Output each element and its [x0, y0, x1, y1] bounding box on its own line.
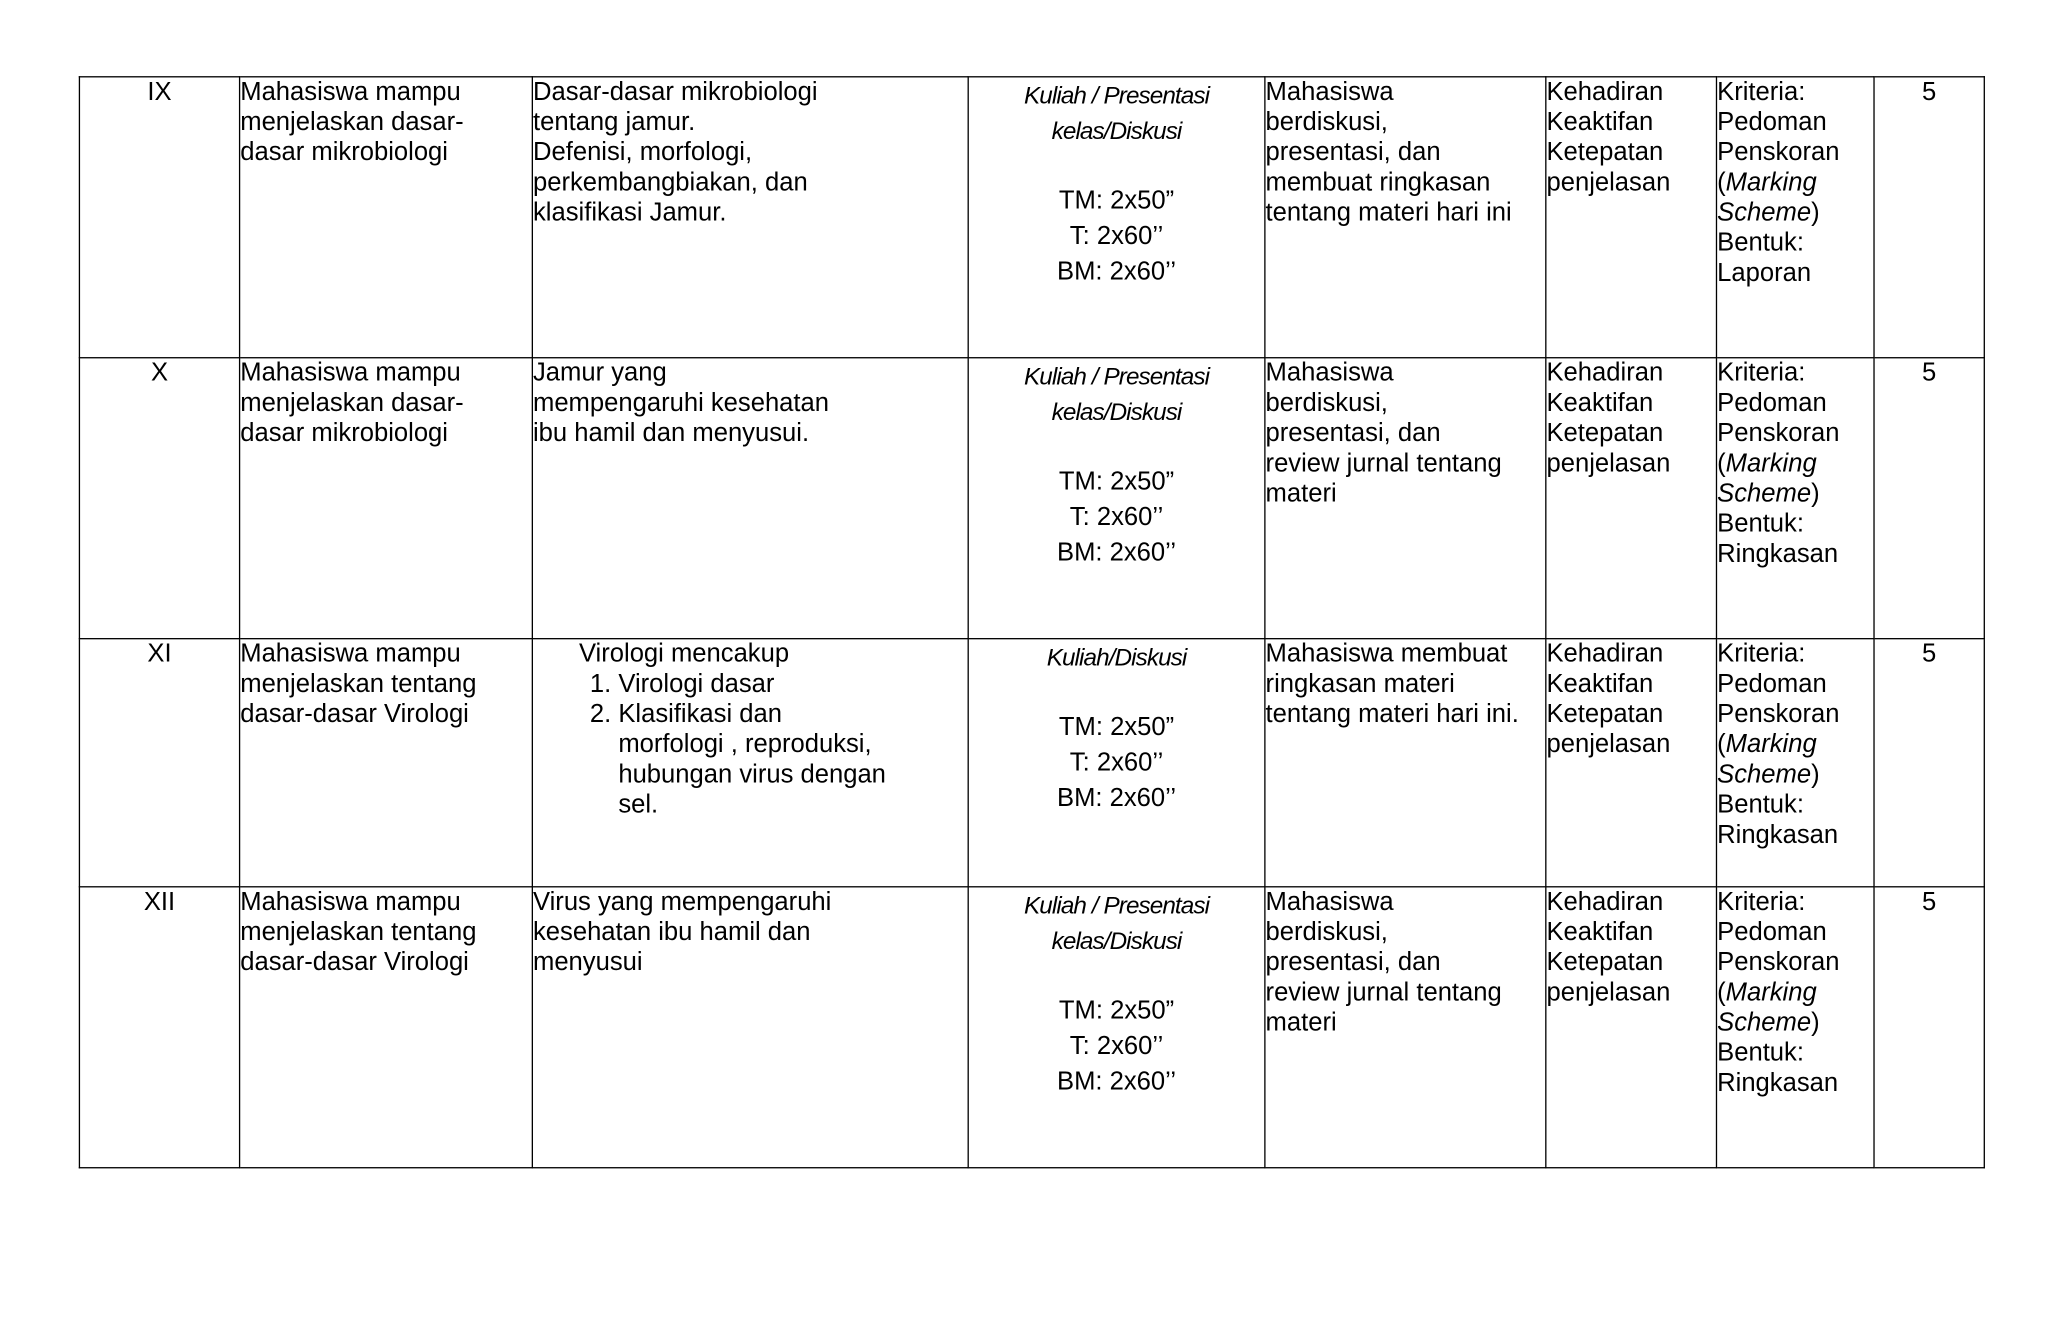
table-row [79, 77, 1984, 358]
assessment-criteria: Kriteria: Pedoman Penskoran (Marking Scheme) Bentuk: Ringkasan [1716, 887, 1874, 1168]
learning-experience: Mahasiswa berdiskusi, presentasi, dan review jurnal tentang materi [1265, 887, 1546, 1168]
assessment-criteria: Kriteria: Pedoman Penskoran (Marking Scheme) Bentuk: Ringkasan [1716, 358, 1874, 639]
weight-value: 5 [1874, 77, 1984, 358]
assessment-criteria: Kriteria: Pedoman Penskoran (Marking Scheme) Bentuk: Laporan [1716, 77, 1874, 358]
course-plan-table [79, 76, 1985, 1168]
week-number: X [79, 358, 239, 639]
table-row [79, 887, 1984, 1168]
learning-outcome: Mahasiswa mampu menjelaskan tentang dasar-dasar Virologi [240, 639, 533, 887]
week-number: XII [79, 887, 239, 1168]
list-item: 2. Klasifikasi dan morfologi , reproduksi, hubungan virus dengan sel. [618, 700, 967, 821]
learning-experience: Mahasiswa berdiskusi, presentasi, dan membuat ringkasan tentang materi hari ini [1265, 77, 1546, 358]
material-list [579, 670, 968, 821]
assessment-indicator: Kehadiran Keaktifan Ketepatan penjelasan [1546, 358, 1717, 639]
week-number: IX [79, 77, 239, 358]
learning-outcome: Mahasiswa mampu menjelaskan tentang dasar-dasar Virologi [240, 887, 533, 1168]
study-material: Dasar-dasar mikrobiologi tentang jamur. Defenisi, morfologi, perkembangbiakan, dan klasifikasi Jamur. [532, 77, 968, 358]
learning-method [968, 358, 1265, 639]
assessment-indicator: Kehadiran Keaktifan Ketepatan penjelasan [1546, 639, 1717, 887]
study-material: Virologi mencakup 1. Virologi dasar 2. Klasifikasi dan morfologi , reproduksi, hubungan virus dengan sel. [532, 639, 968, 887]
table-row [79, 358, 1984, 639]
assessment-criteria: Kriteria: Pedoman Penskoran (Marking Scheme) Bentuk: Ringkasan [1716, 639, 1874, 887]
learning-experience: Mahasiswa berdiskusi, presentasi, dan review jurnal tentang materi [1265, 358, 1546, 639]
time-allocation: TM: 2x50” T: 2x60’’ BM: 2x60’’ [1057, 186, 1177, 287]
method-title: Kuliah / Presentasi kelas/Diskusi [1024, 362, 1210, 426]
method-title: Kuliah / Presentasi kelas/Diskusi [1024, 81, 1210, 145]
study-material: Jamur yang mempengaruhi kesehatan ibu hamil dan menyusui. [532, 358, 968, 639]
method-title: Kuliah/Diskusi [1046, 643, 1187, 671]
study-material: Virus yang mempengaruhi kesehatan ibu hamil dan menyusui [532, 887, 968, 1168]
table-row [79, 639, 1984, 887]
week-number: XI [79, 639, 239, 887]
method-title: Kuliah / Presentasi kelas/Diskusi [1024, 891, 1210, 955]
learning-method [968, 887, 1265, 1168]
learning-method [968, 77, 1265, 358]
weight-value: 5 [1874, 358, 1984, 639]
time-allocation: TM: 2x50” T: 2x60’’ BM: 2x60’’ [1057, 712, 1177, 813]
list-item: 1. Virologi dasar [618, 670, 967, 700]
learning-method [968, 639, 1265, 887]
learning-outcome: Mahasiswa mampu menjelaskan dasar- dasar mikrobiologi [240, 358, 533, 639]
time-allocation: TM: 2x50” T: 2x60’’ BM: 2x60’’ [1057, 467, 1177, 568]
assessment-indicator: Kehadiran Keaktifan Ketepatan penjelasan [1546, 887, 1717, 1168]
weight-value: 5 [1874, 887, 1984, 1168]
learning-outcome: Mahasiswa mampu menjelaskan dasar- dasar mikrobiologi [240, 77, 533, 358]
learning-experience: Mahasiswa membuat ringkasan materi tentang materi hari ini. [1265, 639, 1546, 887]
assessment-indicator: Kehadiran Keaktifan Ketepatan penjelasan [1546, 77, 1717, 358]
time-allocation: TM: 2x50” T: 2x60’’ BM: 2x60’’ [1057, 996, 1177, 1097]
weight-value: 5 [1874, 639, 1984, 887]
